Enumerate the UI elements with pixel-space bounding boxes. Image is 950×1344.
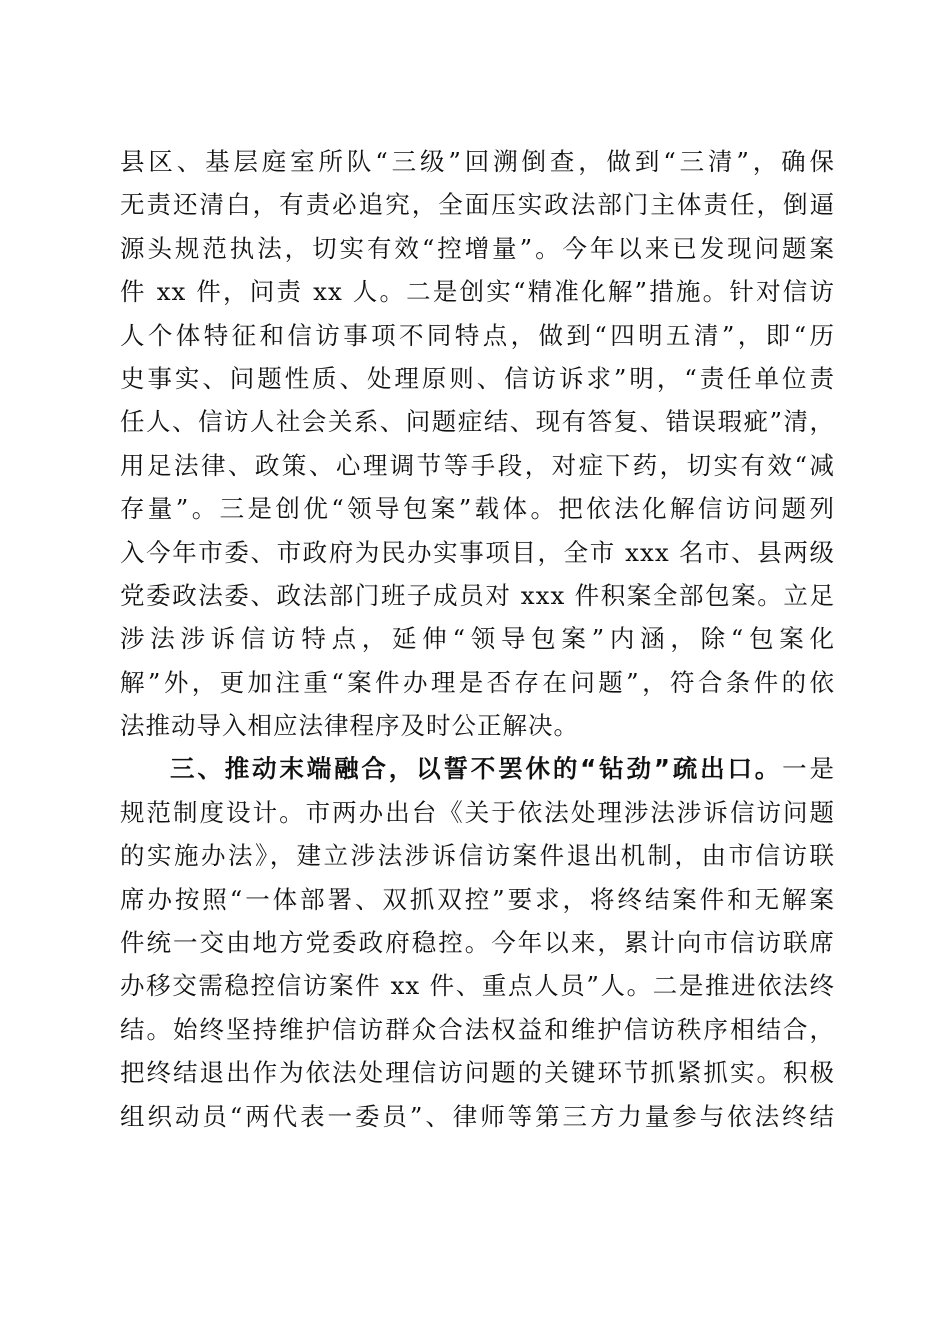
- text-line: 存量”。三是创优“领导包案”载体。把依法化解信访问题列: [120, 494, 835, 524]
- paragraph: [120, 140, 835, 747]
- text-line: 无责还清白，有责必追究，全面压实政法部门主体责任，倒逼: [120, 190, 835, 220]
- text-line: 源头规范执法，切实有效“控增量”。今年以来已发现问题案: [120, 233, 835, 263]
- text-line: 史事实、问题性质、处理原则、信访诉求”明，“责任单位责: [120, 363, 835, 393]
- section-heading-line: [120, 747, 835, 790]
- text-line: 县区、基层庭室所队“三级”回溯倒查，做到“三清”，确保: [120, 147, 835, 176]
- text-line: 席办按照“一体部署、双抓双控”要求，将终结案件和无解案: [120, 884, 835, 914]
- document-body: [120, 140, 835, 1138]
- heading-tail-text: 一是: [782, 754, 835, 784]
- paragraph: [120, 747, 835, 1138]
- text-line: 任人、信访人社会关系、问题症结、现有答复、错误瑕疵”清，: [120, 407, 835, 437]
- text-line: 用足法律、政策、心理调节等手段，对症下药，切实有效“减: [120, 450, 835, 480]
- text-line: 入今年市委、市政府为民办实事项目，全市 xxx 名市、县两级: [120, 537, 835, 567]
- text-line: 组织动员“两代表一委员”、律师等第三方力量参与依法终结: [120, 1101, 835, 1131]
- text-line: 规范制度设计。市两办出台《关于依法处理涉法涉诉信访问题: [120, 797, 835, 827]
- text-line: 的实施办法》，建立涉法涉诉信访案件退出机制，由市信访联: [120, 841, 835, 871]
- text-line: 涉法涉诉信访特点，延伸“领导包案”内涵，除“包案化: [120, 624, 835, 654]
- text-line: 件 xx 件，问责 xx 人。二是创实“精准化解”措施。针对信访: [120, 277, 835, 307]
- text-line: 办移交需稳控信访案件 xx 件、重点人员”人。二是推进依法终: [120, 971, 835, 1001]
- text-line: 结。始终坚持维护信访群众合法权益和维护信访秩序相结合，: [120, 1014, 835, 1044]
- text-line: 人个体特征和信访事项不同特点，做到“四明五清”，即“历: [120, 320, 835, 350]
- text-line: 解”外，更加注重“案件办理是否存在问题”，符合条件的依: [120, 667, 835, 697]
- section-heading: 三、推动末端融合，以誓不罢休的“钻劲”疏出口。: [170, 754, 783, 784]
- text-line: 把终结退出作为依法处理信访问题的关键环节抓紧抓实。积极: [120, 1058, 835, 1088]
- text-line: 件统一交由地方党委政府稳控。今年以来，累计向市信访联席: [120, 928, 835, 958]
- text-line: 法推动导入相应法律程序及时公正解决。: [120, 711, 579, 741]
- text-line: 党委政法委、政法部门班子成员对 xxx 件积案全部包案。立足: [120, 580, 835, 610]
